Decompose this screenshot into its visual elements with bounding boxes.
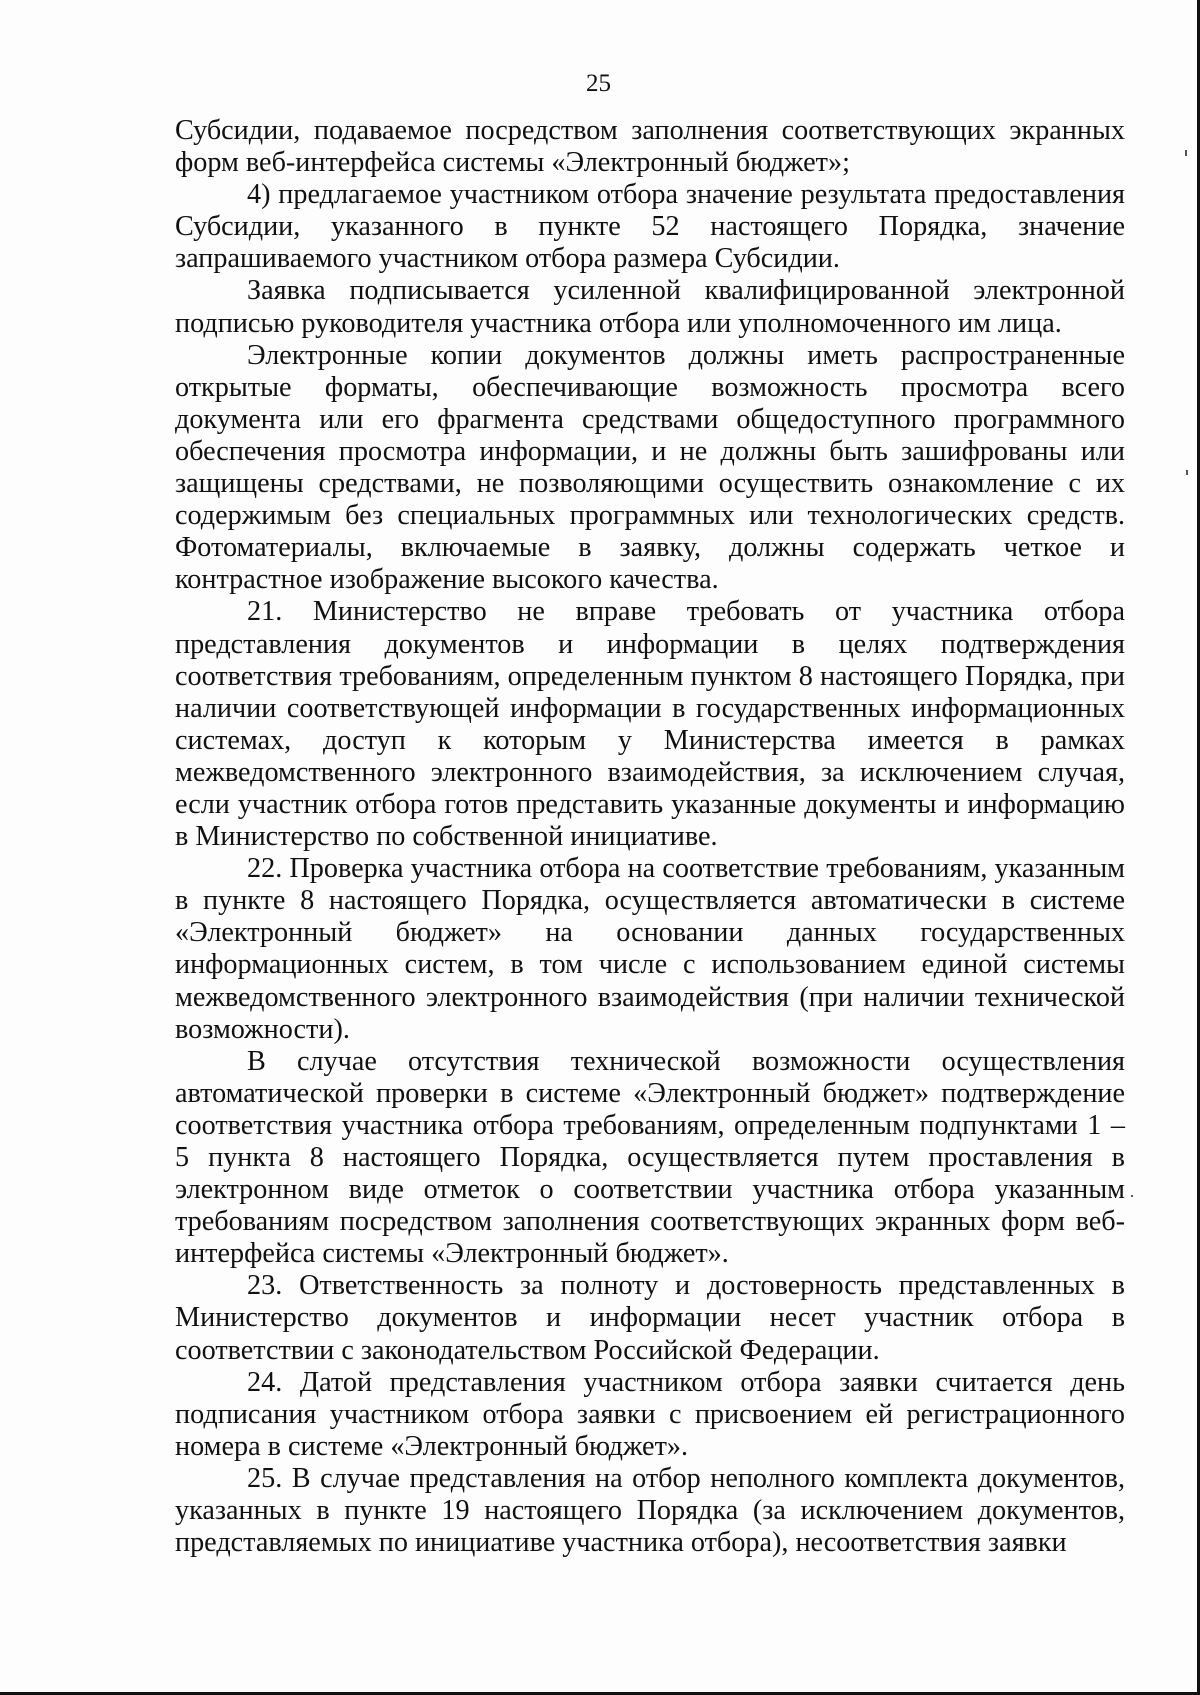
paragraph-item-4: 4) предлагаемое участником отбора значение результата предоставления Субсидии, указанного в пункте 52 настоящего Порядка, значение запрашиваемого участником отбора размера Субсидии.: [175, 179, 1125, 275]
paragraph-22: 22. Проверка участника отбора на соответствие требованиям, указанным в пункте 8 настоящего Порядка, осуществляется автоматически в системе «Электронный бюджет» на основании данных государственных информационных систем, в том числе с использованием единой системы межведомственного электронного взаимодействия (при наличии технической возможности).: [175, 853, 1125, 1045]
paragraph-continuation: Субсидии, подаваемое посредством заполнения соответствующих экранных форм веб-интерфейса системы «Электронный бюджет»;: [175, 115, 1125, 179]
paragraph-21: 21. Министерство не вправе требовать от участника отбора представления документов и информации в целях подтверждения соответствия требованиям, определенным пунктом 8 настоящего Порядка, при наличии соответствующей информации в государственных информационных системах, доступ к которым у Министерства имеется в рамках межведомственного электронного взаимодействия, за исключением случая, если участник отбора готов представить указанные документы и информацию в Министерство по собственной инициативе.: [175, 596, 1125, 853]
scan-speck: [1186, 470, 1188, 475]
paragraph-electronic-copies: Электронные копии документов должны иметь распространенные открытые форматы, обеспечивающие возможность просмотра всего документа или его фрагмента средствами общедоступного программного обеспечения просмотра информации, и не должны быть зашифрованы или защищены средствами, не позволяющими осуществить ознакомление с их содержимым без специальных программных или технологических средств. Фотоматериалы, включаемые в заявку, должны содержать четкое и контрастное изображение высокого качества.: [175, 339, 1125, 596]
paragraph-23: 23. Ответственность за полноту и достоверность представленных в Министерство документов и информации несет участник отбора в соответствии с законодательством Российской Федерации.: [175, 1270, 1125, 1366]
document-body: [175, 115, 1125, 1559]
paragraph-24: 24. Датой представления участником отбора заявки считается день подписания участником отбора заявки с присвоением ей регистрационного номера в системе «Электронный бюджет».: [175, 1366, 1125, 1462]
paragraph-signature: Заявка подписывается усиленной квалифицированной электронной подписью руководителя участника отбора или уполномоченного им лица.: [175, 275, 1125, 339]
scan-speck: [1131, 1195, 1133, 1197]
page-number: 25: [586, 70, 611, 97]
paragraph-22-manual-check: В случае отсутствия технической возможности осуществления автоматической проверки в системе «Электронный бюджет» подтверждение соответствия участника отбора требованиям, определенным подпунктами 1 – 5 пункта 8 настоящего Порядка, осуществляется путем проставления в электронном виде отметок о соответствии участника отбора указанным требованиям посредством заполнения соответствующих экранных форм веб-интерфейса системы «Электронный бюджет».: [175, 1045, 1125, 1270]
paragraph-25: 25. В случае представления на отбор неполного комплекта документов, указанных в пункте 19 настоящего Порядка (за исключением документов, представляемых по инициативе участника отбора), несоответствия заявки: [175, 1462, 1125, 1559]
scan-speck: [1185, 150, 1187, 156]
